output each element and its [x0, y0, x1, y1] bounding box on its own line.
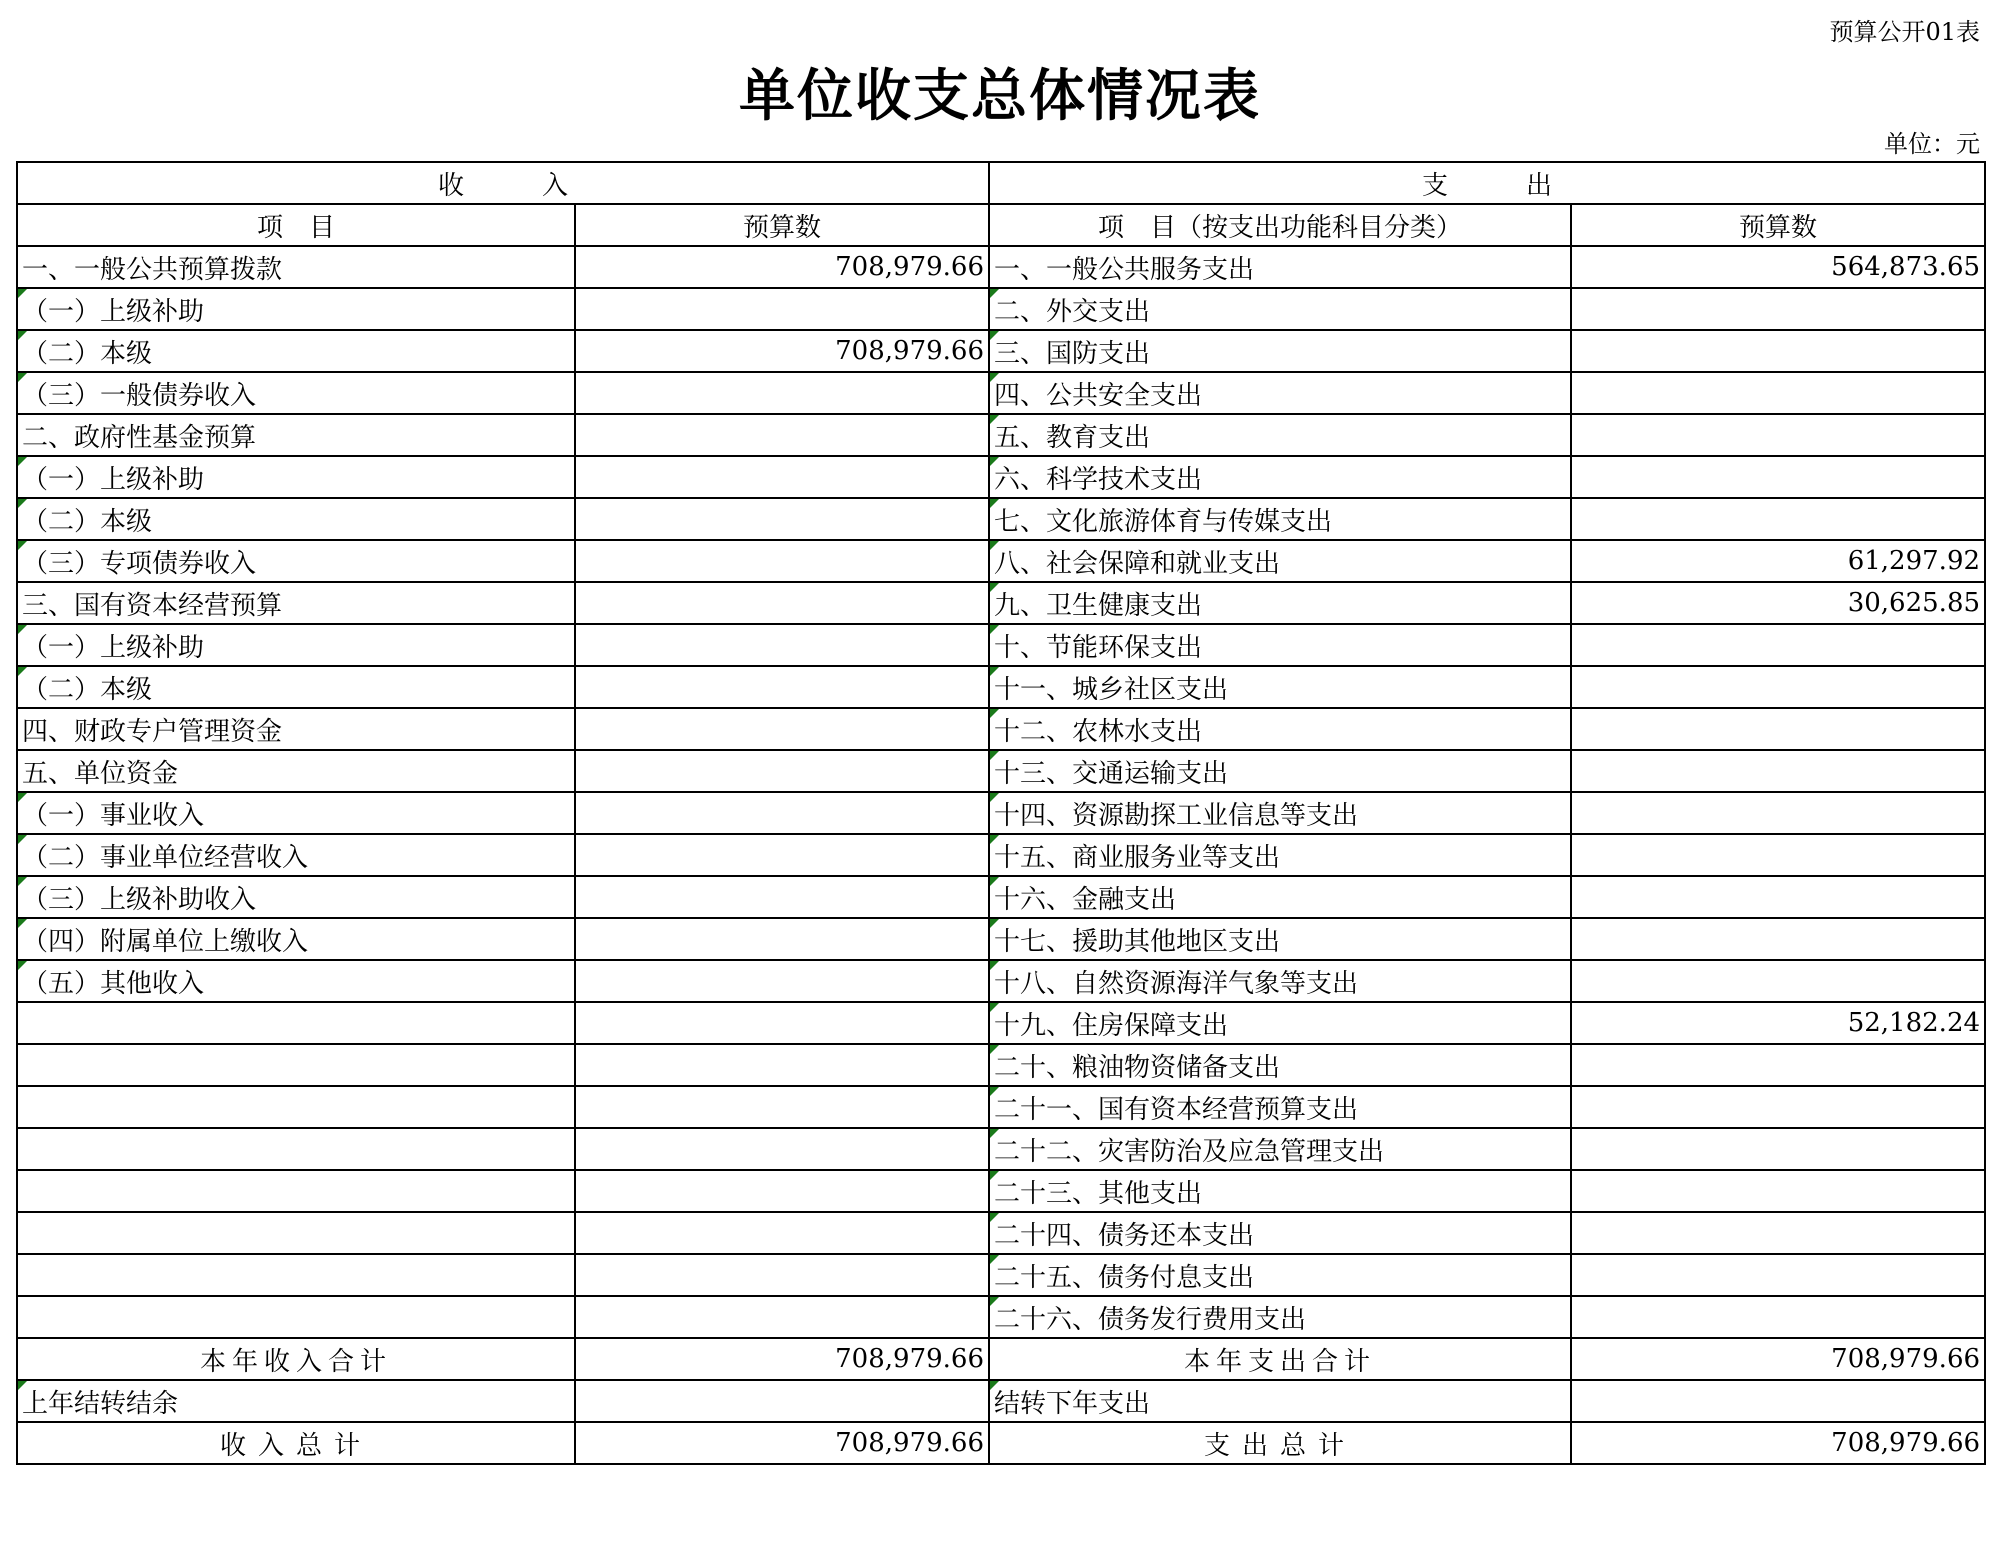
income-item-cell: （一）上级补助: [17, 288, 575, 330]
expense-item-cell: 四、公共安全支出: [989, 372, 1571, 414]
income-amount-cell: 708,979.66: [575, 330, 989, 372]
expense-item-cell: 一、一般公共服务支出: [989, 246, 1571, 288]
income-item-cell: 四、财政专户管理资金: [17, 708, 575, 750]
table-row: [17, 1086, 1985, 1128]
expense-item-cell: 五、教育支出: [989, 414, 1571, 456]
income-amount-cell: [575, 834, 989, 876]
income-amount-cell: [575, 582, 989, 624]
income-item-cell: （一）上级补助: [17, 624, 575, 666]
table-row: [17, 834, 1985, 876]
income-amount-cell: 708,979.66: [575, 246, 989, 288]
expense-item-cell: 二、外交支出: [989, 288, 1571, 330]
expense-amount-cell: 52,182.24: [1571, 1002, 1985, 1044]
expense-item-cell: 十、节能环保支出: [989, 624, 1571, 666]
income-amount-cell: [575, 1254, 989, 1296]
expense-item-cell: 十五、商业服务业等支出: [989, 834, 1571, 876]
expense-amount-cell: [1571, 330, 1985, 372]
income-amount-cell: [575, 498, 989, 540]
income-amount-cell: [575, 1044, 989, 1086]
table-row: [17, 330, 1985, 372]
expense-amount-cell: [1571, 1170, 1985, 1212]
income-item-cell: （一）上级补助: [17, 456, 575, 498]
table-row: [17, 708, 1985, 750]
income-item-cell: [17, 1044, 575, 1086]
this-year-total-row: [17, 1338, 1985, 1380]
expense-amount-cell: 564,873.65: [1571, 246, 1985, 288]
expense-amount-cell: [1571, 918, 1985, 960]
income-item-cell: （三）专项债券收入: [17, 540, 575, 582]
table-row: [17, 498, 1985, 540]
expense-amount-cell: [1571, 792, 1985, 834]
table-row: [17, 372, 1985, 414]
table-row: [17, 1044, 1985, 1086]
income-amount-cell: [575, 414, 989, 456]
expense-amount-cell: [1571, 372, 1985, 414]
income-this-year-label: 本年收入合计: [17, 1338, 575, 1380]
expense-item-cell: 二十二、灾害防治及应急管理支出: [989, 1128, 1571, 1170]
expense-this-year-label: 本年支出合计: [989, 1338, 1571, 1380]
income-item-cell: （二）事业单位经营收入: [17, 834, 575, 876]
expense-amount-cell: [1571, 1128, 1985, 1170]
expense-amount-cell: [1571, 666, 1985, 708]
expense-item-cell: 二十六、债务发行费用支出: [989, 1296, 1571, 1338]
income-item-cell: （五）其他收入: [17, 960, 575, 1002]
income-amount-cell: [575, 1002, 989, 1044]
expense-amount-cell: [1571, 498, 1985, 540]
income-item-cell: [17, 1296, 575, 1338]
expense-item-cell: 十一、城乡社区支出: [989, 666, 1571, 708]
form-code: 预算公开01表: [1829, 18, 1980, 46]
income-item-cell: 一、一般公共预算拨款: [17, 246, 575, 288]
expense-amount-cell: [1571, 1086, 1985, 1128]
expense-amount-cell: [1571, 1212, 1985, 1254]
expense-amount-cell: [1571, 960, 1985, 1002]
income-this-year-amount: 708,979.66: [575, 1338, 989, 1380]
expense-item-cell: 十四、资源勘探工业信息等支出: [989, 792, 1571, 834]
section-header-row: [17, 162, 1985, 204]
prior-carryover-label: 上年结转结余: [17, 1380, 575, 1422]
expense-item-cell: 三、国防支出: [989, 330, 1571, 372]
expense-item-header: 项 目（按支出功能科目分类）: [989, 204, 1571, 246]
page-title: 单位收支总体情况表: [739, 63, 1261, 129]
expense-amount-cell: [1571, 414, 1985, 456]
income-amount-cell: [575, 1086, 989, 1128]
income-amount-cell: [575, 372, 989, 414]
expense-item-cell: 七、文化旅游体育与传媒支出: [989, 498, 1571, 540]
expense-item-cell: 十七、援助其他地区支出: [989, 918, 1571, 960]
income-item-cell: [17, 1170, 575, 1212]
income-amount-cell: [575, 540, 989, 582]
income-amount-cell: [575, 876, 989, 918]
table-row: [17, 876, 1985, 918]
carry-forward-amount: [1571, 1380, 1985, 1422]
budget-summary-table: [16, 161, 1986, 1465]
income-budget-header: 预算数: [575, 204, 989, 246]
expense-this-year-amount: 708,979.66: [1571, 1338, 1985, 1380]
income-item-cell: （一）事业收入: [17, 792, 575, 834]
income-amount-cell: [575, 750, 989, 792]
table-row: [17, 1128, 1985, 1170]
income-amount-cell: [575, 624, 989, 666]
income-item-cell: （四）附属单位上缴收入: [17, 918, 575, 960]
expense-item-cell: 二十一、国有资本经营预算支出: [989, 1086, 1571, 1128]
income-amount-cell: [575, 960, 989, 1002]
table-row: [17, 288, 1985, 330]
income-item-cell: [17, 1086, 575, 1128]
expense-section-header: 支 出: [989, 162, 1985, 204]
table-row: [17, 1170, 1985, 1212]
carry-forward-label: 结转下年支出: [989, 1380, 1571, 1422]
unit-note: 单位：元: [1884, 130, 1980, 158]
income-amount-cell: [575, 456, 989, 498]
expense-amount-cell: [1571, 1254, 1985, 1296]
income-item-cell: 五、单位资金: [17, 750, 575, 792]
expense-amount-cell: [1571, 1296, 1985, 1338]
income-amount-cell: [575, 1296, 989, 1338]
expense-item-cell: 六、科学技术支出: [989, 456, 1571, 498]
carryover-row: [17, 1380, 1985, 1422]
income-item-cell: 三、国有资本经营预算: [17, 582, 575, 624]
expense-item-cell: 二十、粮油物资储备支出: [989, 1044, 1571, 1086]
expense-item-cell: 九、卫生健康支出: [989, 582, 1571, 624]
prior-carryover-amount: [575, 1380, 989, 1422]
income-amount-cell: [575, 918, 989, 960]
expense-item-cell: 十八、自然资源海洋气象等支出: [989, 960, 1571, 1002]
expense-item-cell: 二十四、债务还本支出: [989, 1212, 1571, 1254]
expense-item-cell: 十三、交通运输支出: [989, 750, 1571, 792]
table-row: [17, 1002, 1985, 1044]
income-item-header: 项 目: [17, 204, 575, 246]
grand-total-row: [17, 1422, 1985, 1464]
expense-amount-cell: [1571, 708, 1985, 750]
income-amount-cell: [575, 708, 989, 750]
income-item-cell: [17, 1002, 575, 1044]
table-row: [17, 792, 1985, 834]
income-item-cell: 二、政府性基金预算: [17, 414, 575, 456]
table-row: [17, 414, 1985, 456]
income-amount-cell: [575, 1212, 989, 1254]
table-row: [17, 666, 1985, 708]
income-amount-cell: [575, 1170, 989, 1212]
expense-amount-cell: [1571, 750, 1985, 792]
income-item-cell: （三）上级补助收入: [17, 876, 575, 918]
income-item-cell: （二）本级: [17, 498, 575, 540]
table-row: [17, 750, 1985, 792]
expense-item-cell: 十六、金融支出: [989, 876, 1571, 918]
income-amount-cell: [575, 288, 989, 330]
expense-amount-cell: [1571, 456, 1985, 498]
expense-item-cell: 八、社会保障和就业支出: [989, 540, 1571, 582]
table-row: [17, 456, 1985, 498]
income-amount-cell: [575, 666, 989, 708]
table-row: [17, 624, 1985, 666]
expense-amount-cell: [1571, 1044, 1985, 1086]
expense-amount-cell: [1571, 288, 1985, 330]
income-total-label: 收入总计: [17, 1422, 575, 1464]
income-amount-cell: [575, 792, 989, 834]
income-item-cell: （二）本级: [17, 666, 575, 708]
table-row: [17, 918, 1985, 960]
expense-amount-cell: [1571, 624, 1985, 666]
expense-total-amount: 708,979.66: [1571, 1422, 1985, 1464]
income-section-header: 收 入: [17, 162, 989, 204]
income-amount-cell: [575, 1128, 989, 1170]
expense-item-cell: 十九、住房保障支出: [989, 1002, 1571, 1044]
column-header-row: [17, 204, 1985, 246]
table-row: [17, 1212, 1985, 1254]
expense-item-cell: 十二、农林水支出: [989, 708, 1571, 750]
expense-item-cell: 二十五、债务付息支出: [989, 1254, 1571, 1296]
expense-amount-cell: [1571, 876, 1985, 918]
table-row: [17, 960, 1985, 1002]
table-row: [17, 540, 1985, 582]
income-item-cell: [17, 1212, 575, 1254]
table-row: [17, 1296, 1985, 1338]
expense-amount-cell: [1571, 834, 1985, 876]
expense-amount-cell: 61,297.92: [1571, 540, 1985, 582]
income-item-cell: [17, 1128, 575, 1170]
table-row: [17, 1254, 1985, 1296]
income-item-cell: （二）本级: [17, 330, 575, 372]
income-item-cell: （三）一般债券收入: [17, 372, 575, 414]
income-item-cell: [17, 1254, 575, 1296]
table-row: [17, 582, 1985, 624]
expense-item-cell: 二十三、其他支出: [989, 1170, 1571, 1212]
expense-budget-header: 预算数: [1571, 204, 1985, 246]
table-row: [17, 246, 1985, 288]
expense-total-label: 支出总计: [989, 1422, 1571, 1464]
income-total-amount: 708,979.66: [575, 1422, 989, 1464]
expense-amount-cell: 30,625.85: [1571, 582, 1985, 624]
